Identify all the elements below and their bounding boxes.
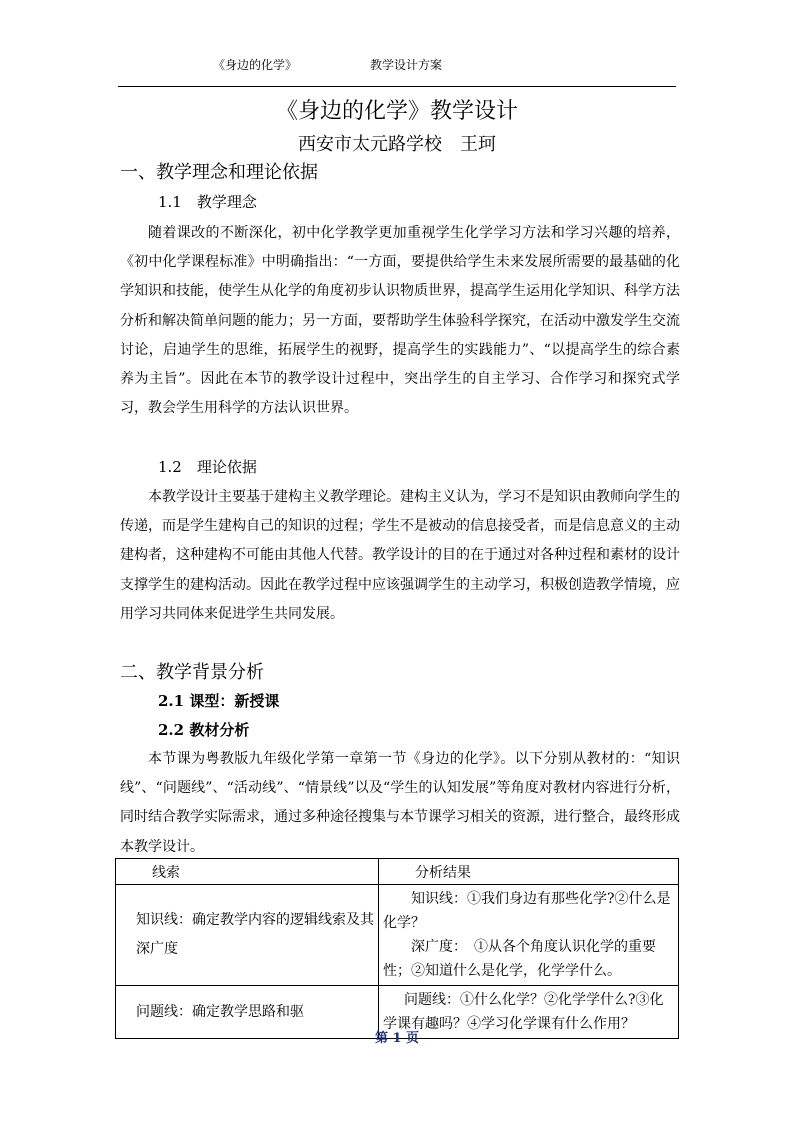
section1-2-heading: 1.2 理论依据 <box>158 458 257 476</box>
table-header-clue: 线索 <box>116 859 379 885</box>
section1-heading: 一、教学理念和理论依据 <box>120 162 318 183</box>
header-left: 《身边的化学》 <box>213 58 298 72</box>
section2-2-heading: 2.2 教材分析 <box>158 721 250 739</box>
table-cell-clue: 问题线：确定教学思路和驱 <box>116 986 379 1039</box>
section1-1-heading: 1.1 教学理念 <box>158 193 257 211</box>
section1-2-text: 本教学设计主要基于建构主义教学理论。建构主义认为，学习不是知识由教师向学生的传递，而是学生建构自己的知识的过程；学生不是被动的信息接受者，而是信息意义的主动建构者，这种建构不可能由其他人代替。教学设计的目的在于通过对各种过程和素材的设计支撑学生的建构活动。因此在教学过程中应该强调学生的主动学习，积极创造教学情境，应用学习共同体来促进学生共同发展。 <box>120 489 680 622</box>
section1-1-text: 随着课改的不断深化，初中化学教学更加重视学生化学学习方法和学习兴趣的培养，《初中化学课程标准》中明确指出：“一方面，要提供给学生未来发展所需要的最基础的化学知识和技能，使学生从化学的角度初步认识物质世界，提高学生运用化学知识、科学方法分析和解决简单问题的能力；另一方面，要帮助学生体验科学探究，在活动中激发学生交流讨论，启迪学生的思维，拓展学生的视野，提高学生的实践能力”、“以提高学生的综合素养为主旨”。因此在本节的教学设计过程中，突出学生的自主学习、合作学习和探究式学习，教会学生用科学的方法认识世界。 <box>120 225 680 417</box>
header-right: 教学设计方案 <box>370 58 443 72</box>
document-title: 《身边的化学》教学设计 <box>275 99 518 124</box>
table-header-result: 分析结果 <box>379 859 679 885</box>
section2-1-heading: 2.1 课型：新授课 <box>158 692 280 710</box>
section2-heading: 二、教学背景分析 <box>120 662 264 683</box>
table-cell-result-line: 深广度： ①从各个角度认识化学的重要性；②知道什么是化学，化学学什么。 <box>383 939 656 979</box>
table-header-row <box>116 859 679 885</box>
analysis-table <box>115 858 679 1039</box>
table-row <box>116 885 679 986</box>
table-cell-result-line: 知识线：①我们身边有那些化学?②什么是化学？ <box>383 891 671 931</box>
section2-2-text: 本节课为粤教版九年级化学第一章第一节《身边的化学》。以下分别从教材的：“知识线”、“问题线”、“活动线”、“情景线”以及“学生的认知发展”等角度对教材内容进行分析，同时结合教学实际需求，通过多种途径搜集与本节课学习相关的资源，进行整合，最终形成本教学设计。 <box>120 751 680 855</box>
table-cell-clue: 知识线：确定教学内容的逻辑线索及其深广度 <box>116 885 379 986</box>
table-cell-result <box>379 885 679 986</box>
table-cell-result-line: 问题线：①什么化学？②化学学什么?③化学课有趣吗？④学习化学课有什么作用？ <box>383 992 664 1032</box>
page-number: 第 1 页 <box>374 1031 420 1046</box>
document-author: 西安市太元路学校 王珂 <box>298 134 496 155</box>
header-rule <box>118 86 676 87</box>
